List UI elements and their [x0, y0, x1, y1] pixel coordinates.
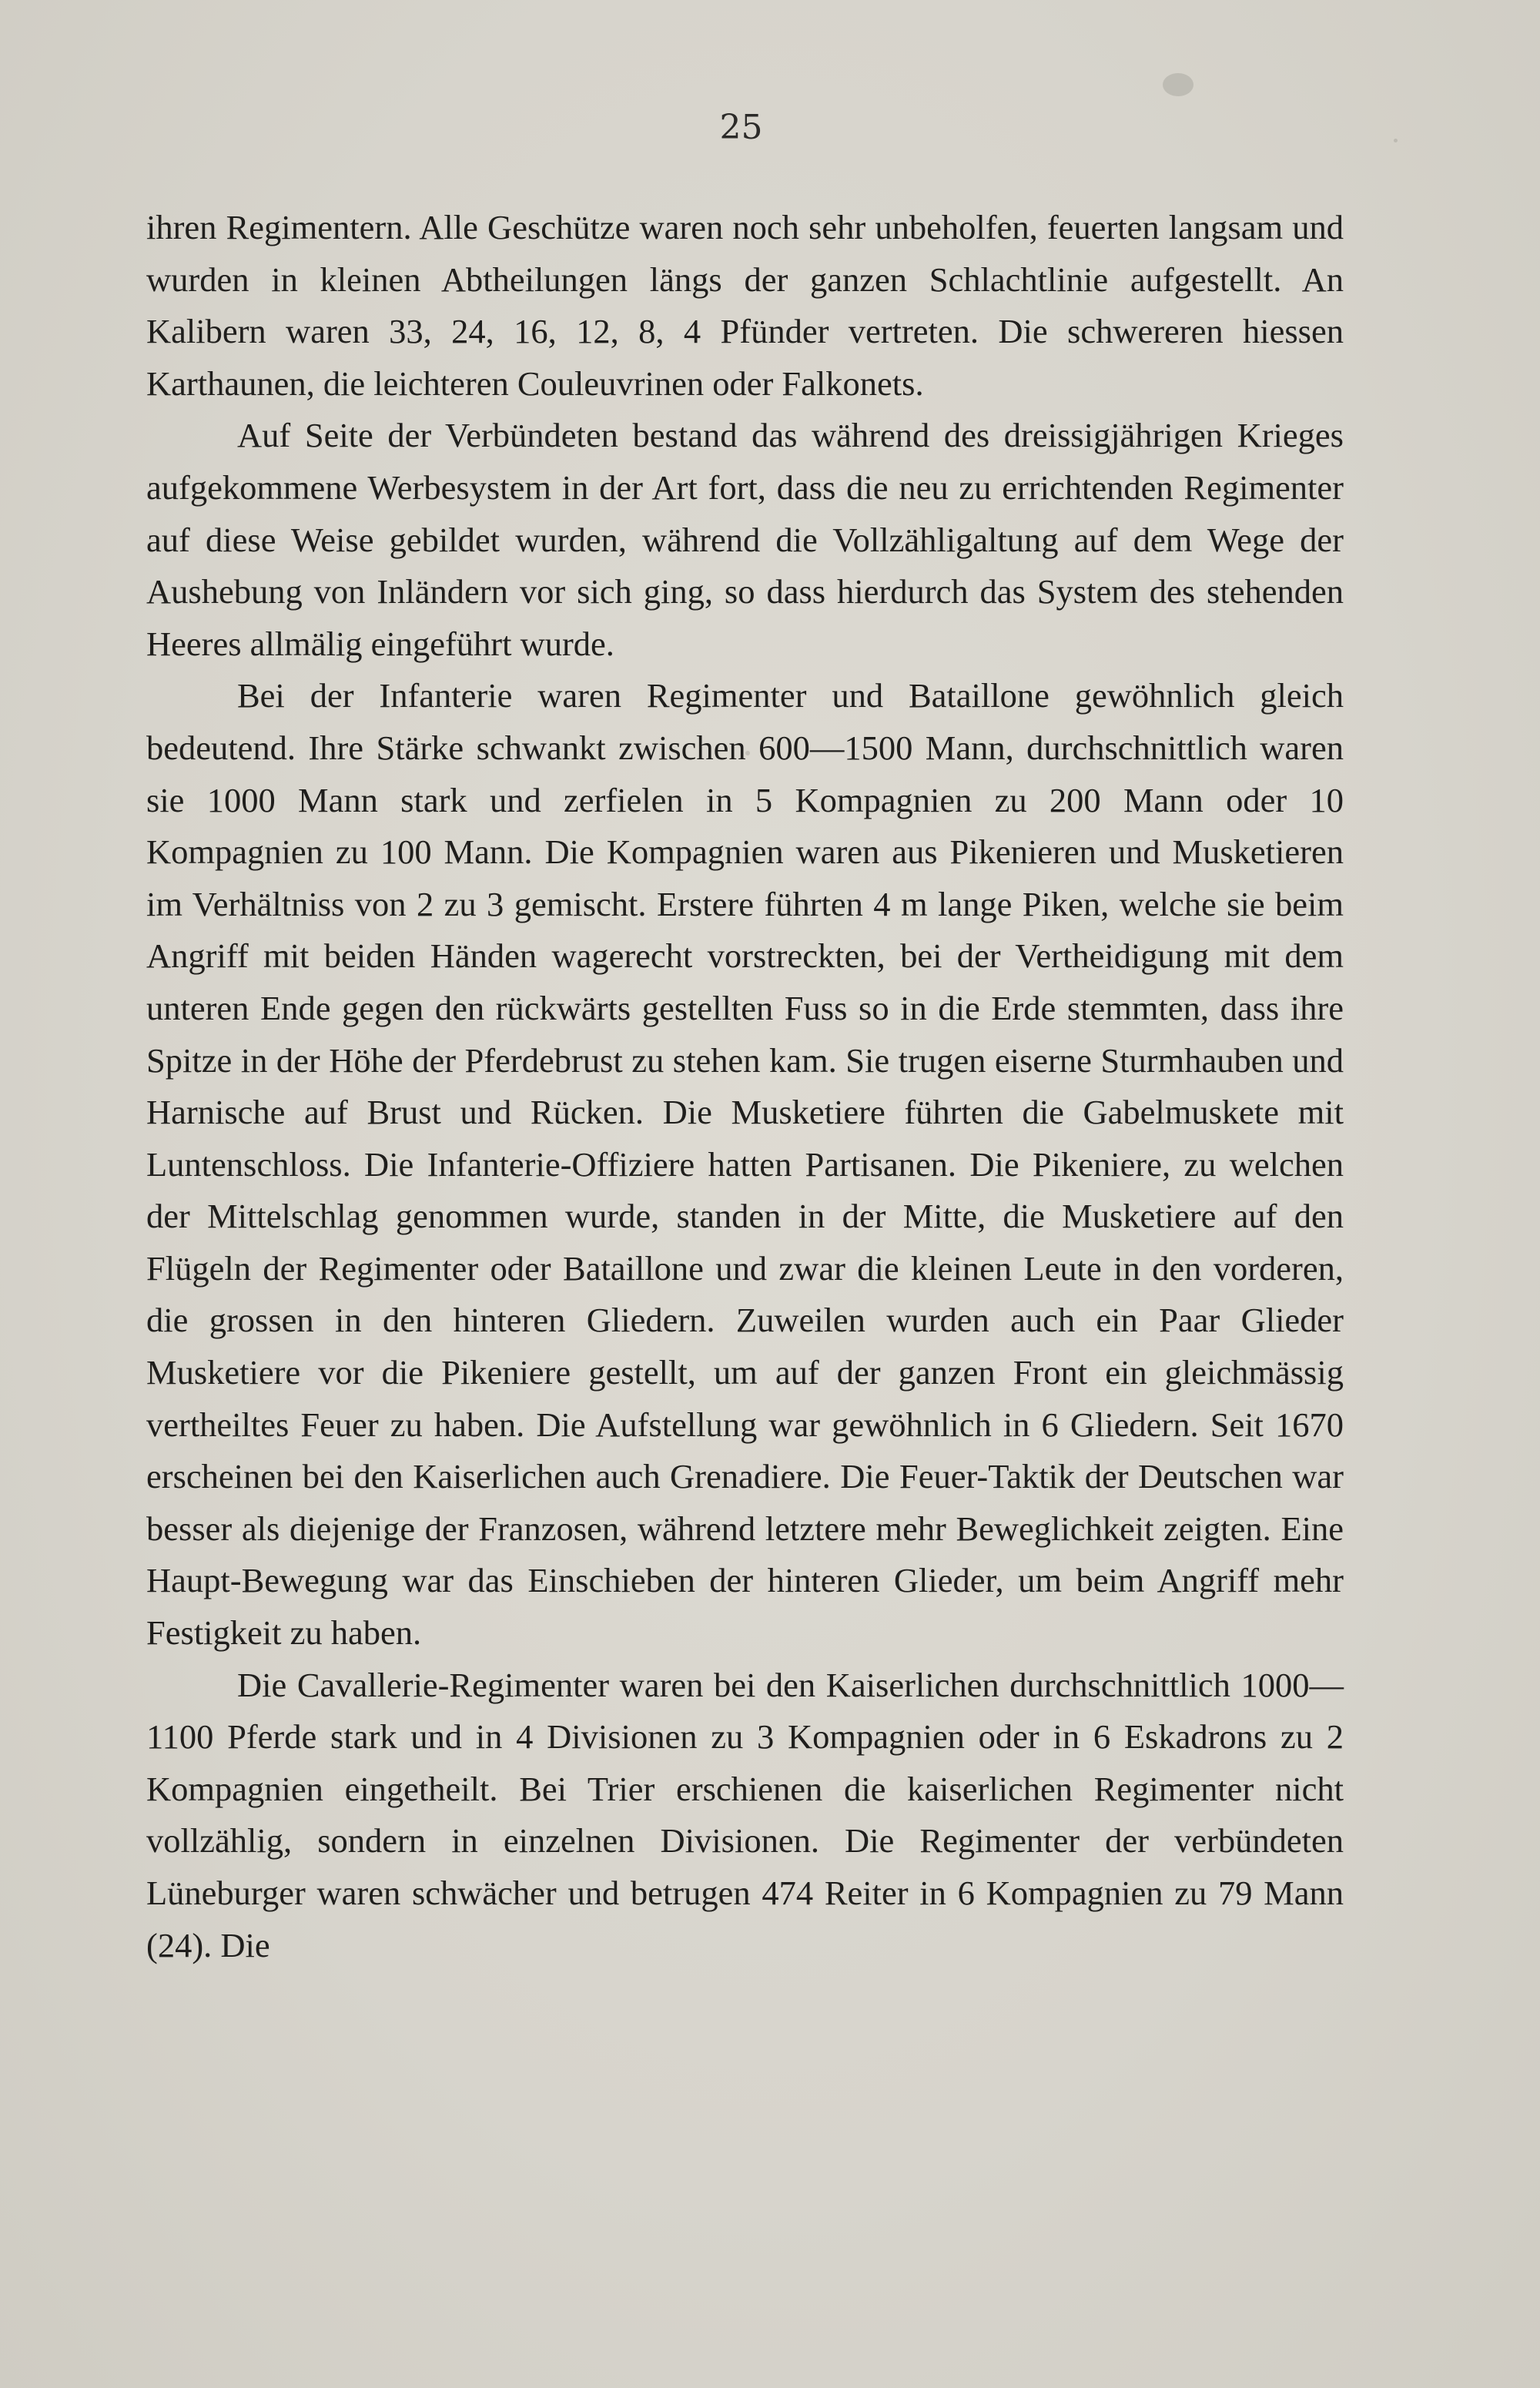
paragraph-3: Bei der Infanterie waren Regimenter und Bataillone gewöhnlich gleich bedeutend. Ihre Stärke schwankt zwischen 600—1500 Mann, durchschnittlich waren sie 1000 Mann stark und zerfielen in 5 Kompagnien zu 200 Mann oder 10 Kompagnien zu 100 Mann. Die Kompagnien waren aus Pikenieren und Musketieren im Verhältniss von 2 zu 3 gemischt. Erstere führten 4 m lange Piken, welche sie beim Angriff mit beiden Händen wagerecht vorstreckten, bei der Vertheidigung mit dem unteren Ende gegen den rückwärts gestellten Fuss so in die Erde stemmten, dass ihre Spitze in der Höhe der Pferdebrust zu stehen kam. Sie trugen eiserne Sturmhauben und Harnische auf Brust und Rücken. Die Musketiere führten die Gabelmuskete mit Luntenschloss. Die Infanterie-Offiziere hatten Partisanen. Die Pikeniere, zu welchen der Mittelschlag genommen wurde, standen in der Mitte, die Musketiere auf den Flügeln der Regimenter oder Bataillone und zwar die kleinen Leute in den vorderen, die grossen in den hinteren Gliedern. Zuweilen wurden auch ein Paar Glieder Musketiere vor die Pikeniere gestellt, um auf der ganzen Front ein gleichmässig vertheiltes Feuer zu haben. Die Aufstellung war gewöhnlich in 6 Gliedern. Seit 1670 erscheinen bei den Kaiserlichen auch Grenadiere. Die Feuer-Taktik der Deutschen war besser als diejenige der Franzosen, während letztere mehr Beweglichkeit zeigten. Eine Haupt-Bewegung war das Einschieben der hinteren Glieder, um beim Angriff mehr Festigkeit zu haben. [146, 676, 1344, 1653]
paragraph-1: ihren Regimentern. Alle Geschütze waren noch sehr unbeholfen, feuerten langsam und wurden in kleinen Abtheilungen längs der ganzen Schlachtlinie aufgestellt. An Kalibern waren 33, 24, 16, 12, 8, 4 Pfünder vertreten. Die schwereren hiessen Karthaunen, die leichteren Couleuvrinen oder Falkonets. [146, 208, 1344, 403]
paper-speck [1163, 73, 1194, 96]
paper-speck [745, 751, 750, 755]
paragraph-2: Auf Seite der Verbündeten bestand das während des dreissigjährigen Krieges aufgekommene Werbesystem in der Art fort, dass die neu zu errichtenden Regimenter auf diese Weise gebildet wurden, während die Vollzähligaltung auf dem Wege der Aushebung von Inländern vor sich ging, so dass hierdurch das System des stehenden Heeres allmälig eingeführt wurde. [146, 416, 1344, 663]
paper-speck [1394, 139, 1398, 142]
page-number: 25 [719, 108, 763, 147]
body-text [146, 202, 1344, 1971]
paragraph-4: Die Cavallerie-Regimenter waren bei den Kaiserlichen durchschnittlich 1000—1100 Pferde stark und in 4 Divisionen zu 3 Kompagnien oder in 6 Eskadrons zu 2 Kompagnien eingetheilt. Bei Trier erschienen die kaiserlichen Regimenter nicht vollzählig, sondern in einzelnen Divisionen. Die Regimenter der verbündeten Lüneburger waren schwächer und betrugen 474 Reiter in 6 Kompagnien zu 79 Mann (24). Die [146, 1665, 1344, 1964]
